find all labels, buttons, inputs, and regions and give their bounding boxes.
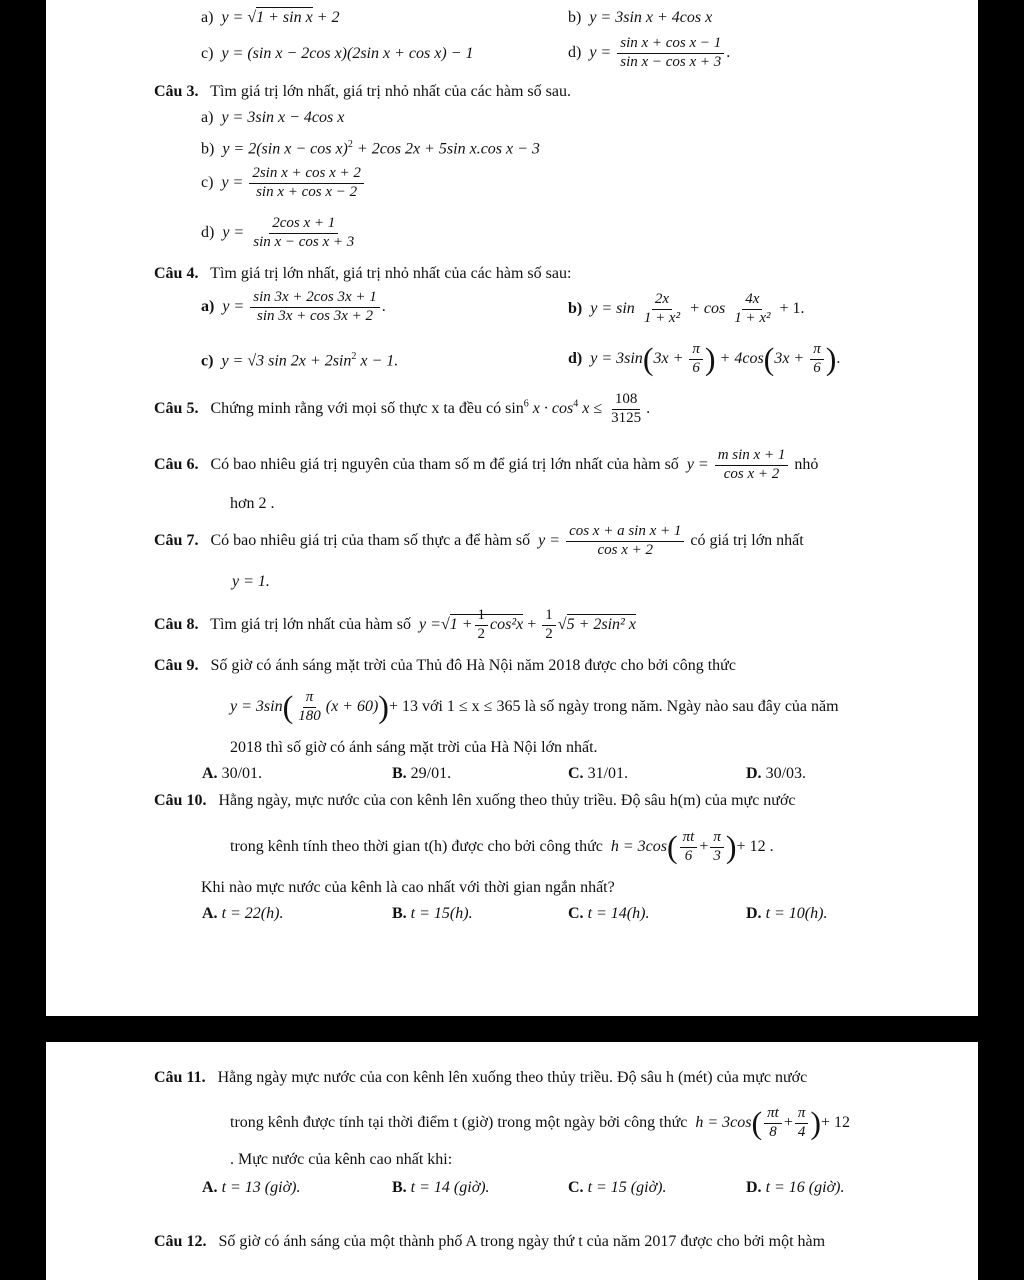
q4-b-pre: y = sin <box>590 299 635 317</box>
q2-a-pre: y = √ <box>221 9 257 26</box>
q3-c <box>201 166 366 201</box>
q8-half-2 <box>542 608 556 643</box>
q4-d-arg1: 3x + <box>653 349 684 367</box>
q7-text: Có bao nhiêu giá trị của tham số thực a để hàm số <box>210 531 531 549</box>
q4-c-label: c) <box>201 352 214 370</box>
q2-c-label: c) <box>201 45 214 62</box>
q5-text: Chứng minh rằng với mọi số thực x ta đều có sin <box>210 399 524 417</box>
q9-fraction <box>295 690 324 725</box>
q8-number: Câu 8. <box>154 615 199 633</box>
q11-plus: + <box>783 1113 793 1131</box>
q4-c-pre: y = √3 sin 2x + 2sin <box>221 352 352 370</box>
q7-number: Câu 7. <box>154 531 199 549</box>
q9-a-key: A. <box>202 765 218 782</box>
q2-d-num: sin x + cos x − 1 <box>617 36 724 54</box>
q4-d-paren-open-2: ( <box>763 340 775 377</box>
q4-b-num1: 2x <box>652 292 672 310</box>
q9-option-b <box>392 766 451 782</box>
q9-line1 <box>154 658 736 674</box>
q4-d <box>568 342 840 377</box>
q4-b-fraction-1 <box>641 292 683 327</box>
q2-d-fraction <box>617 36 724 71</box>
q9-post: + 13 với 1 ≤ x ≤ 365 là số ngày trong năm. Ngày nào sau đây của năm <box>388 697 839 715</box>
q10-option-c <box>568 906 649 922</box>
q3-c-label: c) <box>201 173 214 191</box>
q10-paren-close: ) <box>725 828 737 865</box>
q11-d2: 4 <box>797 1123 806 1140</box>
q2-d-label: d) <box>568 43 582 61</box>
q4-a-num: sin 3x + 2cos 3x + 1 <box>250 290 380 308</box>
q2-b <box>568 10 712 26</box>
q8-hn-1: 1 <box>475 608 489 626</box>
q3-d <box>201 216 359 251</box>
q4-d-n1: π <box>689 342 703 360</box>
q7-line2: y = 1. <box>232 573 270 590</box>
q9-b-value: 29/01. <box>410 765 452 782</box>
q4-d-paren-close-1: ) <box>704 340 716 377</box>
q4-d-fraction-1 <box>689 342 703 377</box>
q11-b-key: B. <box>392 1179 407 1196</box>
q3-c-num: 2sin x + cos x + 2 <box>249 166 364 184</box>
q11-a-value: t = 13 (giờ). <box>221 1179 301 1196</box>
q4-b-label: b) <box>568 299 583 317</box>
q3-text: Tìm giá trị lớn nhất, giá trị nhỏ nhất của các hàm số sau. <box>210 83 571 100</box>
q10-n2: π <box>710 830 724 848</box>
q10-line1 <box>154 793 796 809</box>
q10-plus: + <box>699 837 709 855</box>
q11-paren-open: ( <box>751 1104 763 1141</box>
q10-text2: trong kênh tính theo thời gian t(h) được cho bởi công thức <box>230 837 603 855</box>
q4-a-pre: y = <box>222 297 245 315</box>
q12-line1 <box>154 1234 825 1250</box>
q6-den: cos x + 2 <box>723 465 780 482</box>
q11-c-value: t = 15 (giờ). <box>587 1179 667 1196</box>
q6-num: m sin x + 1 <box>715 448 789 466</box>
q8-text: Tìm giá trị lớn nhất của hàm số <box>210 615 412 633</box>
q9-den: 180 <box>298 707 321 724</box>
q11-a-key: A. <box>202 1179 218 1196</box>
q6-pre: y = <box>686 455 709 473</box>
q10-b-value: t = 15(h). <box>410 905 473 922</box>
q6-line2: hơn 2 . <box>230 495 275 512</box>
q10-number: Câu 10. <box>154 792 207 809</box>
q5-den: 3125 <box>611 409 642 426</box>
q11-d-value: t = 16 (giờ). <box>765 1179 845 1196</box>
q4-a-label: a) <box>201 297 215 315</box>
q4-d-n2: π <box>810 342 824 360</box>
q4-c-sup: 2 <box>351 351 357 362</box>
q3-d-pre: y = <box>222 223 245 241</box>
q3-a-formula: y = 3sin x − 4cos x <box>221 109 345 126</box>
q11-option-d <box>746 1180 844 1196</box>
q9-number: Câu 9. <box>154 657 199 674</box>
q8-radical-1 <box>449 607 524 642</box>
q6-number: Câu 6. <box>154 455 199 473</box>
q4-d-label: d) <box>568 349 583 367</box>
q10-fpre: h = 3cos <box>610 837 667 855</box>
q4-b-mid: + cos <box>689 299 726 317</box>
q10-d2: 3 <box>713 847 721 864</box>
q12-number: Câu 12. <box>154 1233 207 1250</box>
q11-line2 <box>230 1106 850 1141</box>
q3-c-fraction <box>249 166 364 201</box>
q5-number: Câu 5. <box>154 399 199 417</box>
q11-option-c <box>568 1180 666 1196</box>
q11-fpre: h = 3cos <box>695 1113 752 1131</box>
q11-number: Câu 11. <box>154 1069 206 1086</box>
q5 <box>154 392 650 427</box>
q7-den: cos x + 2 <box>597 541 653 558</box>
q2-b-label: b) <box>568 9 582 26</box>
q9-c-key: C. <box>568 765 584 782</box>
q11-line3: . Mực nước của kênh cao nhất khi: <box>230 1151 453 1168</box>
q4-header <box>154 266 571 282</box>
q3-b-label: b) <box>201 140 215 158</box>
q4-d-pre: y = 3sin <box>590 349 643 367</box>
q5-num: 108 <box>612 392 641 410</box>
q7-num: cos x + a sin x + 1 <box>566 524 684 542</box>
q10-paren-open: ( <box>667 828 678 865</box>
q3-c-pre: y = <box>221 173 244 191</box>
q2-d-pre: y = <box>589 43 612 61</box>
q5-mid: x · cos <box>528 399 574 417</box>
q6-post: nhỏ <box>794 455 819 473</box>
q3-b <box>201 140 540 157</box>
q5-sup2: 4 <box>573 398 579 410</box>
q2-a-post: + 2 <box>312 9 340 26</box>
q3-header <box>154 84 571 100</box>
q7-pre: y = <box>538 531 561 549</box>
q9-text1: Số giờ có ánh sáng mặt trời của Thủ đô Hà Nội năm 2018 được cho bởi công thức <box>210 657 736 674</box>
q9-line2 <box>230 690 839 725</box>
q9-line3: 2018 thì số giờ có ánh sáng mặt trời của Hà Nội lớn nhất. <box>230 739 598 756</box>
q10-option-d <box>746 906 827 922</box>
q9-pre: y = 3sin <box>230 697 283 715</box>
q4-b-post: + 1. <box>779 299 805 317</box>
q8-hd-2: 2 <box>545 625 553 642</box>
q8-hd-1: 2 <box>477 625 486 642</box>
q3-number: Câu 3. <box>154 83 199 100</box>
q8-hn-2: 1 <box>542 608 556 626</box>
q9-b-key: B. <box>392 765 407 782</box>
q8-radical-2: 5 + 2sin² x <box>566 615 636 633</box>
q11-option-a <box>202 1180 300 1196</box>
q11-text2: trong kênh được tính tại thời điểm t (giờ) trong một ngày bởi công thức <box>230 1113 688 1131</box>
q4-d-d2: 6 <box>813 359 821 376</box>
q11-option-b <box>392 1180 490 1196</box>
q2-d-den: sin x − cos x + 3 <box>620 53 722 70</box>
q10-c-key: C. <box>568 905 584 922</box>
q11-text1: Hằng ngày mực nước của con kênh lên xuống theo thủy triều. Độ sâu h (mét) của mực nước <box>217 1069 808 1086</box>
q10-fraction-2 <box>710 830 724 865</box>
q4-a-den: sin 3x + cos 3x + 2 <box>256 307 374 324</box>
q11-d1: 8 <box>769 1123 777 1140</box>
q11-fraction-2 <box>795 1106 809 1141</box>
page-sheet-2 <box>46 1042 978 1280</box>
q9-paren-close: ) <box>378 688 389 725</box>
q4-d-arg2: 3x + <box>774 349 805 367</box>
q4-b-den1: 1 + x² <box>643 309 681 326</box>
q4-number: Câu 4. <box>154 265 199 282</box>
q10-c-value: t = 14(h). <box>587 905 650 922</box>
q3-d-label: d) <box>201 223 215 241</box>
q11-paren-close: ) <box>810 1104 822 1141</box>
q11-n2: π <box>795 1106 809 1124</box>
q8-r1b: cos²x <box>490 615 524 633</box>
q9-d-key: D. <box>746 765 762 782</box>
q2-d-post: . <box>726 43 731 61</box>
q3-b-post: + 2cos 2x + 5sin x.cos x − 3 <box>352 140 540 158</box>
q9-d-value: 30/03. <box>765 765 807 782</box>
q8-pre: y = <box>419 615 441 633</box>
q4-b-den2: 1 + x² <box>734 309 771 326</box>
q9-num: π <box>303 690 317 708</box>
q9-paren-open: ( <box>282 688 294 725</box>
q5-ineq: x ≤ <box>578 399 603 417</box>
q3-a-label: a) <box>201 109 214 126</box>
q4-text: Tìm giá trị lớn nhất, giá trị nhỏ nhất của các hàm số sau: <box>210 265 572 282</box>
q10-line3: Khi nào mực nước của kênh là cao nhất với thời gian ngắn nhất? <box>201 879 615 896</box>
q5-sup1: 6 <box>523 398 529 410</box>
q4-a <box>201 290 386 325</box>
q4-b-fraction-2 <box>731 292 773 327</box>
q4-a-post: . <box>381 297 386 315</box>
q9-option-a <box>202 766 262 782</box>
q8: Câu 8. Tìm giá trị lớn nhất của hàm số y =√1 + $\frac{1}{2}$ cos²x + $\frac{1}{2}$ √5 + 2sin² x <box>154 607 636 642</box>
q12-text1: Số giờ có ánh sáng của một thành phố A trong ngày thứ t của năm 2017 được cho bởi một hàm <box>218 1233 826 1250</box>
q10-d-value: t = 10(h). <box>765 905 828 922</box>
q4-c <box>201 352 398 369</box>
q2-c <box>201 46 473 62</box>
q4-d-d1: 6 <box>692 359 700 376</box>
q4-d-post: . <box>836 349 841 367</box>
q10-a-value: t = 22(h). <box>221 905 284 922</box>
q11-line1 <box>154 1070 807 1086</box>
q6-fraction <box>715 448 789 483</box>
q6-text: Có bao nhiêu giá trị nguyên của tham số m để giá trị lớn nhất của hàm số <box>210 455 679 473</box>
q8-half-1 <box>475 608 489 643</box>
q10-text1: Hằng ngày, mực nước của con kênh lên xuống theo thủy triều. Độ sâu h(m) của mực nước <box>218 792 796 809</box>
q4-b <box>568 292 805 327</box>
q8-r1a: 1 + <box>449 615 473 633</box>
q2-c-formula: y = (sin x − 2cos x)(2sin x + cos x) − 1 <box>221 45 474 62</box>
q10-d-key: D. <box>746 905 762 922</box>
q4-a-fraction <box>250 290 380 325</box>
q11-fraction-1 <box>764 1106 782 1141</box>
q4-c-post: x − 1. <box>356 352 399 370</box>
q10-b-key: B. <box>392 905 407 922</box>
q3-b-pre: y = 2(sin x − cos x) <box>222 140 348 158</box>
q9-option-d <box>746 766 806 782</box>
q3-a <box>201 110 344 126</box>
q3-d-num: 2cos x + 1 <box>269 216 338 234</box>
q2-a-label: a) <box>201 9 214 26</box>
q10-option-a <box>202 906 283 922</box>
q10-fraction-1 <box>680 830 698 865</box>
q6 <box>154 448 818 483</box>
q10-a-key: A. <box>202 905 218 922</box>
q4-d-mid: + 4cos <box>719 349 764 367</box>
q4-d-paren-open-1: ( <box>642 340 654 377</box>
q4-b-num2: 4x <box>742 292 762 310</box>
q11-d-key: D. <box>746 1179 762 1196</box>
q3-b-sup: 2 <box>347 139 353 150</box>
page-sheet-1 <box>46 0 978 1016</box>
q11-post: + 12 <box>821 1113 851 1131</box>
q11-b-value: t = 14 (giờ). <box>410 1179 490 1196</box>
q10-post: + 12 . <box>736 837 774 855</box>
q2-b-formula: y = 3sin x + 4cos x <box>589 9 713 26</box>
q10-d1: 6 <box>684 847 693 864</box>
q9-arg: (x + 60) <box>325 697 379 715</box>
q2-d <box>568 36 730 71</box>
q3-d-fraction <box>250 216 357 251</box>
q9-option-c <box>568 766 628 782</box>
q5-fraction <box>608 392 644 427</box>
q9-a-value: 30/01. <box>221 765 263 782</box>
q2-a <box>201 10 340 26</box>
q5-post: . <box>646 399 651 417</box>
q10-n1: πt <box>680 830 698 848</box>
q3-d-den: sin x − cos x + 3 <box>253 233 355 250</box>
q7 <box>154 524 804 559</box>
q8-plus: + <box>527 615 537 633</box>
q11-n1: πt <box>764 1106 782 1124</box>
q7-fraction <box>566 524 684 559</box>
q2-a-radicand: 1 + sin x <box>256 9 313 26</box>
q10-option-b <box>392 906 473 922</box>
q4-d-paren-close-2: ) <box>825 340 837 377</box>
q7-post: có giá trị lớn nhất <box>690 531 804 549</box>
q11-c-key: C. <box>568 1179 584 1196</box>
q4-d-fraction-2 <box>810 342 824 377</box>
q3-c-den: sin x + cos x − 2 <box>256 183 358 200</box>
q9-c-value: 31/01. <box>587 765 629 782</box>
q10-line2 <box>230 830 774 865</box>
